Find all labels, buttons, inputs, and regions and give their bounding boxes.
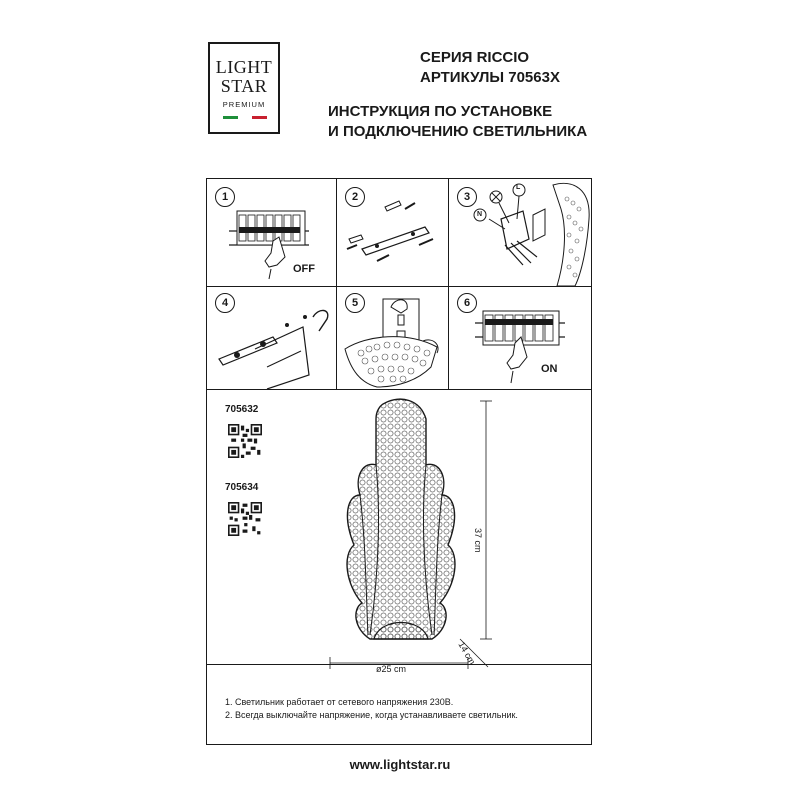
off-label: OFF (293, 263, 315, 275)
step-number: 3 (457, 187, 477, 207)
logo-line-star: STAR (220, 76, 268, 96)
note-voltage: 1. Светильник работает от сетевого напряжения 230В. (225, 697, 454, 707)
step-number: 2 (345, 187, 365, 207)
hang-lamp-illustration (337, 287, 448, 389)
step-2-panel (337, 179, 448, 286)
logo-line-light: LIGHT (215, 57, 273, 77)
wiring-illustration (449, 179, 591, 286)
step-4-panel (207, 287, 336, 389)
flag-green (223, 116, 238, 119)
flag-red (252, 116, 267, 119)
step-number: 6 (457, 293, 477, 313)
on-label: ON (541, 363, 558, 375)
instruction-title-line2: И ПОДКЛЮЧЕНИЮ СВЕТИЛЬНИКА (328, 123, 588, 140)
depth-dimension: 14 cm (456, 640, 478, 667)
qr-code-icon (228, 502, 262, 536)
article-705634: 705634 (225, 482, 259, 493)
step-1-panel (207, 179, 336, 286)
diameter-dimension: ø25 cm (376, 664, 407, 674)
step-6-panel (449, 287, 591, 389)
logo-line-premium: PREMIUM (222, 100, 266, 109)
articles-title: АРТИКУЛЫ 70563X (420, 69, 560, 86)
series-title: СЕРИЯ RICCIO (420, 49, 530, 66)
step-number: 5 (345, 293, 365, 313)
step-3-panel (449, 179, 591, 286)
article-705632: 705632 (225, 404, 259, 415)
breaker-on-illustration (449, 287, 591, 389)
brand-logo (208, 42, 280, 134)
flag-white (238, 116, 253, 119)
step-number: 4 (215, 293, 235, 313)
wire-neutral-label: N (477, 211, 483, 218)
step-5-panel (337, 287, 448, 389)
website-url[interactable]: www.lightstar.ru (349, 757, 451, 772)
mounting-plate-illustration (337, 179, 448, 286)
step-number: 1 (215, 187, 235, 207)
bracket-mount-illustration (207, 287, 336, 389)
grid-divider (207, 389, 591, 390)
instruction-title-line1: ИНСТРУКЦИЯ ПО УСТАНОВКЕ (328, 103, 553, 120)
wire-live-label: L (516, 184, 521, 191)
italian-flag-stripe (223, 116, 267, 119)
note-safety: 2. Всегда выключайте напряжение, когда устанавливаете светильник. (225, 710, 518, 720)
height-dimension: 37 cm (473, 528, 483, 553)
breaker-off-illustration (207, 179, 336, 286)
qr-code-icon (228, 424, 262, 458)
